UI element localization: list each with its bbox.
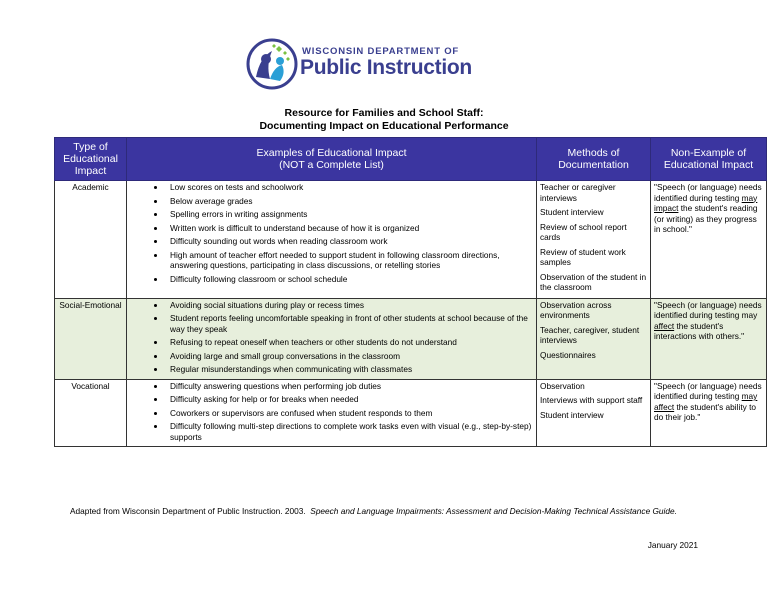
table-row — [55, 379, 767, 447]
document-title — [0, 107, 768, 133]
nonexample-text: "Speech (or language) needs identified during testing — [654, 380, 762, 401]
method-item: Student interview — [540, 207, 604, 217]
nonexample-emphasis: may impact — [654, 192, 758, 213]
nonexample-text: the student's reading (or writing) as they progress in school." — [654, 203, 758, 234]
examples-cell — [127, 298, 537, 379]
example-item: • Spelling errors in writing assignments — [166, 209, 533, 220]
table-header-row — [55, 138, 767, 181]
method-item: Review of student work samples — [540, 246, 626, 267]
header-examples — [127, 138, 537, 181]
example-item: • Low scores on tests and schoolwork — [166, 182, 533, 193]
method-item: Interviews with support staff — [540, 395, 643, 405]
nonexample-emphasis: affect — [654, 320, 675, 331]
footnote-source: Speech and Language Impairments: Assessment and Decision-Making Technical Assistance Guide. — [310, 506, 677, 516]
example-item: • Difficulty answering questions when performing job duties — [166, 381, 533, 392]
example-item: • Difficulty sounding out words when reading classroom work — [166, 236, 533, 247]
org-name-line2: Public Instruction — [300, 56, 472, 79]
method-item: Observation — [540, 380, 585, 391]
dpi-logo — [246, 37, 486, 91]
method-item: Review of school report cards — [540, 221, 627, 242]
title-line1: Resource for Families and School Staff: — [284, 107, 484, 119]
example-item: • Coworkers or supervisors are confused when student responds to them — [166, 408, 533, 419]
impact-type-cell: Social-Emotional — [55, 298, 127, 379]
examples-cell — [127, 181, 537, 299]
example-item: • Below average grades — [166, 196, 533, 207]
nonexample-cell — [651, 298, 767, 379]
nonexample-text: "Speech (or language) needs identified during testing may — [654, 299, 762, 320]
method-item: Observation of the student in the classroom — [540, 271, 647, 292]
methods-cell — [537, 379, 651, 447]
impact-table — [54, 137, 767, 447]
methods-cell — [537, 181, 651, 299]
org-name-line1: WISCONSIN DEPARTMENT OF — [302, 46, 460, 57]
example-item: • High amount of teacher effort needed to support student in following classroom directions, answering questions, participating in class discussions, or retelling stories — [166, 250, 533, 271]
examples-list — [130, 381, 533, 443]
method-item: Student interview — [540, 409, 604, 420]
example-item: • Difficulty following multi-step directions to complete work tasks even with visual (e.g., step-by-step) supports — [166, 421, 533, 442]
document-date: January 2021 — [647, 540, 698, 550]
nonexample-text: the student's ability to do their job." — [654, 401, 756, 422]
header-nonexample: Non-Example of Educational Impact — [651, 138, 767, 181]
footnote — [70, 505, 690, 517]
nonexample-text: "Speech (or language) needs identified during testing — [654, 182, 762, 203]
nonexample-emphasis: may affect — [654, 391, 758, 412]
example-item: • Written work is difficult to understand because of how it is organized — [166, 223, 533, 234]
example-item: • Avoiding large and small group conversations in the classroom — [166, 351, 533, 362]
example-item: • Difficulty following classroom or school schedule — [166, 274, 533, 285]
method-item: Teacher or caregiver interviews — [540, 182, 616, 203]
example-item: • Refusing to repeat oneself when teachers or other students do not understand — [166, 337, 533, 348]
nonexample-cell — [651, 379, 767, 447]
header-examples-line2: (NOT a Complete List) — [279, 159, 384, 171]
title-line2: Documenting Impact on Educational Performance — [259, 120, 509, 132]
examples-list — [130, 182, 533, 284]
example-item: • Difficulty asking for help or for breaks when needed — [166, 394, 533, 405]
examples-cell — [127, 379, 537, 447]
nonexample-cell — [651, 181, 767, 299]
method-item: Teacher, caregiver, student interviews — [540, 324, 640, 345]
header-type: Type of Educational Impact — [55, 138, 127, 181]
impact-type-cell: Vocational — [55, 379, 127, 447]
table-row — [55, 298, 767, 379]
header-methods: Methods of Documentation — [537, 138, 651, 181]
method-item: Questionnaires — [540, 349, 596, 360]
nonexample-text: the student's interactions with others." — [654, 320, 745, 341]
impact-type-cell: Academic — [55, 181, 127, 299]
dpi-seal-icon — [246, 37, 298, 91]
example-item: • Student reports feeling uncomfortable speaking in front of other students at school because of the way they speak — [166, 313, 533, 334]
header-examples-line1: Examples of Educational Impact — [256, 147, 407, 159]
table-row — [55, 181, 767, 299]
method-item: Observation across environments — [540, 299, 612, 320]
example-item: • Avoiding social situations during play or recess times — [166, 300, 533, 311]
methods-cell — [537, 298, 651, 379]
example-item: • Regular misunderstandings when communicating with classmates — [166, 364, 533, 375]
examples-list — [130, 300, 533, 375]
footnote-prefix: Adapted from Wisconsin Department of Public Instruction. 2003. — [70, 506, 306, 516]
